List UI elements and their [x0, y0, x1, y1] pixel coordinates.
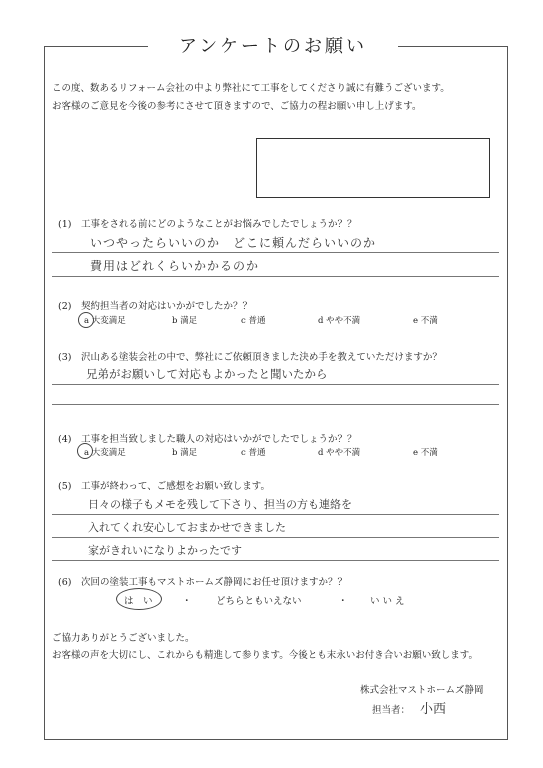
handwritten-answer: 費用はどれくらいかかるのか [90, 259, 260, 273]
closing-line: お客様の声を大切にし、これからも精進して参ります。今後とも末永いお付き合いお願い致します。 [52, 650, 478, 661]
answer-line [52, 537, 499, 538]
handwritten-answer: いつやったらいいのか どこに頼んだらいいのか [90, 236, 377, 250]
question-text: 次回の塗装工事もマストホームズ静岡にお任せ頂けますか？？ [81, 577, 348, 588]
answer-line [52, 276, 499, 277]
option-satisfied[interactable]: b 満足 [172, 448, 198, 458]
option-average[interactable]: c 普通 [241, 448, 266, 458]
option-very-satisfied[interactable]: a 大変満足 [84, 448, 126, 458]
question-number: (5) [58, 481, 72, 492]
option-somewhat-dissatisfied[interactable]: d やや不満 [318, 448, 361, 458]
question-number: (1) [58, 219, 72, 230]
handwritten-answer: 兄弟がお願いして対応もよかったと聞いたから [86, 367, 328, 381]
staff-signature: 小西 [420, 702, 447, 717]
question-text: 工事をされる前にどのようなことがお悩みでしたでしょうか？？ [81, 219, 357, 230]
option-satisfied[interactable]: b 満足 [172, 316, 198, 326]
option-average[interactable]: c 普通 [241, 316, 266, 326]
option-undecided[interactable]: どちらともいえない [216, 596, 302, 607]
option-dissatisfied[interactable]: e 不満 [413, 448, 438, 458]
question-6 [58, 574, 347, 588]
question-number: (3) [58, 352, 72, 363]
survey-title: アンケートのお願い [148, 34, 398, 60]
separator-dot: ・ [338, 596, 348, 607]
option-dissatisfied[interactable]: e 不満 [413, 316, 438, 326]
answer-line [52, 404, 499, 405]
question-5 [58, 478, 270, 492]
question-text: 沢山ある塗装会社の中で、弊社にご依頼頂きました決め手を教えていただけますか？ [81, 352, 442, 363]
question-number: (4) [58, 434, 72, 445]
question-text: 工事が終わって、ご感想をお願い致します。 [81, 481, 270, 492]
question-3 [58, 349, 442, 363]
handwritten-answer: 入れてくれ安心しておまかせできました [88, 521, 286, 534]
question-4 [58, 431, 357, 445]
question-2 [58, 298, 252, 312]
question-text: 契約担当者の対応はいかがでしたか？？ [81, 301, 253, 312]
option-no[interactable]: い い え [370, 596, 405, 607]
company-name: 株式会社マストホームズ静岡 [360, 685, 484, 696]
staff-label: 担当者： [372, 705, 411, 716]
closing-line: ご協力ありがとうございました。 [52, 633, 195, 644]
answer-line [52, 560, 499, 561]
answer-line [52, 514, 499, 515]
intro-line: この度、数あるリフォーム会社の中より弊社にて工事をしてくださり誠に有難うございます。 [52, 83, 450, 94]
answer-line [52, 252, 499, 253]
option-somewhat-dissatisfied[interactable]: d やや不満 [318, 316, 361, 326]
question-1 [58, 216, 357, 230]
redacted-name-box [256, 138, 490, 198]
question-text: 工事を担当致しました職人の対応はいかがでしたでしょうか？？ [81, 434, 357, 445]
question-number: (2) [58, 301, 72, 312]
separator-dot: ・ [182, 596, 192, 607]
answer-line [52, 384, 499, 385]
handwritten-answer: 日々の様子もメモを残して下さり、担当の方も連絡を [88, 498, 352, 511]
handwritten-answer: 家がきれいになりよかったです [88, 544, 242, 557]
intro-line: お客様のご意見を今後の参考にさせて頂きますので、ご協力の程お願い申し上げます。 [52, 101, 422, 112]
option-very-satisfied[interactable]: a 大変満足 [84, 316, 126, 326]
question-number: (6) [58, 577, 72, 588]
option-yes[interactable]: は い [124, 596, 153, 607]
